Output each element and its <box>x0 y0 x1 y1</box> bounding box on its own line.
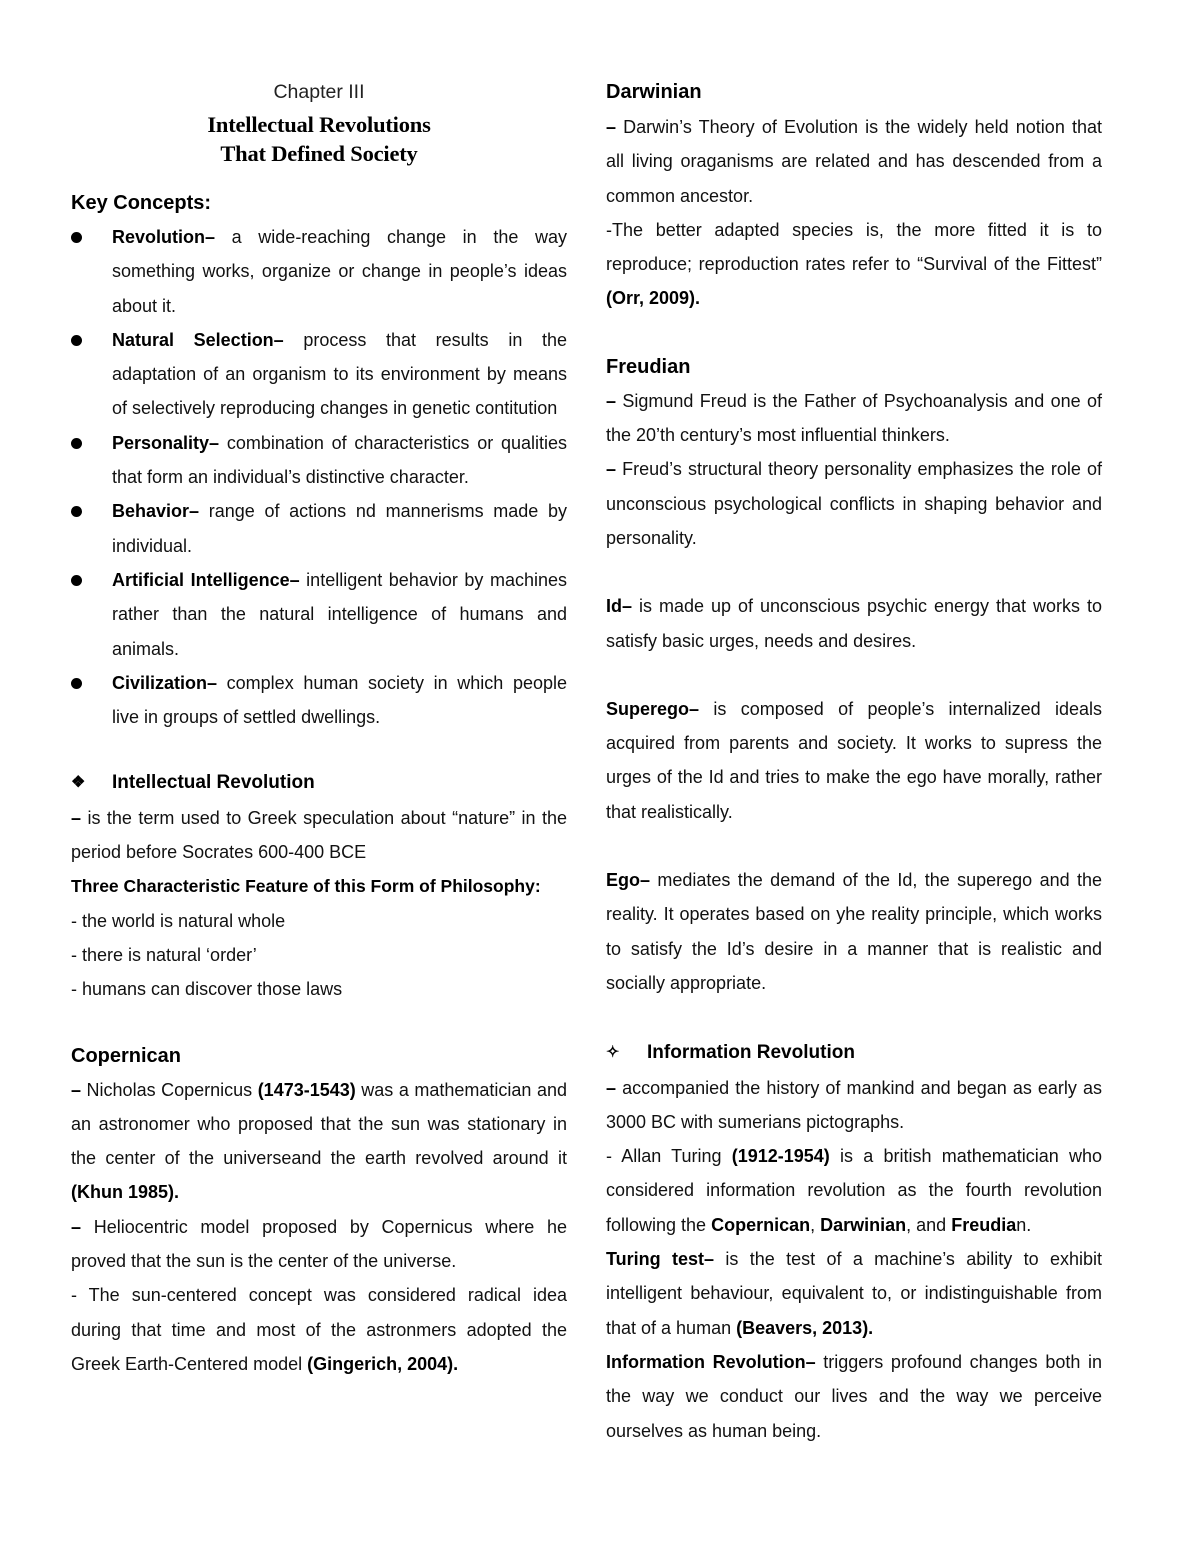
copernican-heading: Copernican <box>71 1044 182 1067</box>
text: , <box>810 1214 821 1235</box>
bullet-icon <box>71 335 82 346</box>
feature-item: - the world is natural whole <box>71 910 286 931</box>
information-revolution-heading <box>606 1036 1102 1070</box>
intellectual-revolution-heading <box>71 766 567 800</box>
features-heading: Three Characteristic Feature of this Form of Philosophy: <box>71 876 541 897</box>
text: Sigmund Freud is the Father of Psychoanalysis and one of the 20’th century’s most influential thinkers. <box>606 390 1102 446</box>
title-line-2: That Defined Society <box>220 141 418 166</box>
definition: complex human society in which people live in groups of settled dwellings. <box>112 672 567 728</box>
information-revolution-paragraph-1: – accompanied the history of mankind and began as early as 3000 BC with sumerians pictographs. <box>606 1077 1102 1132</box>
turing-test-definition <box>606 1242 1102 1345</box>
citation: (Khun 1985). <box>71 1182 180 1203</box>
right-column <box>606 78 1102 1448</box>
text: n. <box>1016 1214 1032 1235</box>
text: is composed of people’s internalized ideals acquired from parents and society. It works to supress the urges of the Id and tries to make the ego have morally, rather that realistically. <box>606 698 1102 822</box>
darwinian-heading: Darwinian <box>606 81 702 103</box>
definition: intelligent behavior by machines rather than the natural intelligence of humans and animals. <box>112 569 567 659</box>
freudian-heading: Freudian <box>606 355 691 378</box>
text: -The better adapted species is, the more fitted it is to reproduce; reproduction rates refer to “Survival of the Fittest” <box>606 219 1102 275</box>
darwinian-paragraph-2 <box>606 213 1102 316</box>
freudian-paragraph-2: – Freud’s structural theory personality emphasizes the role of unconscious psychological conflicts in shaping behavior and personality. <box>606 459 1102 548</box>
freudian-paragraph-1: – Sigmund Freud is the Father of Psychoanalysis and one of the 20’th century’s most influential thinkers. <box>606 390 1102 446</box>
text: accompanied the history of mankind and began as early as 3000 BC with sumerians pictographs. <box>606 1077 1102 1132</box>
bullet-icon <box>71 232 82 243</box>
diamond-bullet-icon: ✧ <box>606 1044 620 1062</box>
title-line-1: Intellectual Revolutions <box>207 112 431 137</box>
bullet-icon <box>71 506 82 517</box>
paragraph-text: is the term used to Greek speculation about “nature” in the period before Socrates 600-400 BCE <box>71 807 567 863</box>
term: Ego– <box>606 870 651 891</box>
definition: range of actions nd mannerisms made by individual. <box>112 501 567 556</box>
key-concepts-list <box>71 220 567 734</box>
term: Id– <box>606 596 633 617</box>
term: Behavior– <box>112 501 200 522</box>
text: mediates the demand of the Id, the superego and the reality. It operates based on yhe reality principle, which works to satisfy the Id’s desire in a manner that is realistic and socially appropriate. <box>606 870 1102 993</box>
term: Civilization– <box>112 672 218 693</box>
feature-item: - there is natural ‘order’ <box>71 944 257 965</box>
years: (1473-1543) <box>257 1079 356 1100</box>
feature-item: - humans can discover those laws <box>71 979 343 1000</box>
text: Freud’s structural theory personality emphasizes the role of unconscious psychological conflicts in shaping behavior and personality. <box>606 459 1102 548</box>
definition: a wide-reaching change in the way something works, organize or change in people’s ideas about it. <box>112 227 567 316</box>
text: Darwin’s Theory of Evolution is the widely held notion that all living oraganisms are related and has descended from a common ancestor. <box>606 117 1102 206</box>
chapter-label: Chapter III <box>273 81 365 103</box>
term: Artificial Intelligence– <box>112 569 300 590</box>
heading-text: Intellectual Revolution <box>112 772 315 794</box>
darwinian-paragraph-1: – Darwin’s Theory of Evolution is the widely held notion that all living oraganisms are related and has descended from a common ancestor. <box>606 117 1102 206</box>
list-item <box>71 666 567 735</box>
citation: (Orr, 2009). <box>606 288 701 309</box>
citation: (Beavers, 2013). <box>736 1317 874 1338</box>
term: Turing test– <box>606 1249 715 1270</box>
definition: combination of characteristics or qualities that form an individual’s distinctive character. <box>112 432 567 488</box>
bullet-icon <box>71 438 82 449</box>
text: - The sun-centered concept was considered radical idea during that time and most of the astronmers adopted the Greek Earth-Centered model <box>71 1285 567 1374</box>
text: , and <box>906 1214 952 1235</box>
text: is made up of unconscious psychic energy that works to satisfy basic urges, needs and desires. <box>606 596 1102 651</box>
copernican-paragraph-3 <box>71 1278 567 1381</box>
term: Natural Selection– <box>112 329 284 350</box>
text: was a mathematician and an astronomer who proposed that the sun was stationary in the center of the universeand the earth revolved around it <box>71 1079 567 1169</box>
bullet-icon <box>71 575 82 586</box>
bullet-icon <box>71 678 82 689</box>
term: Freudia <box>951 1214 1017 1235</box>
text: - Allan Turing <box>606 1146 732 1167</box>
years: (1912-1954) <box>731 1146 830 1167</box>
superego-definition <box>606 692 1102 829</box>
term: Personality– <box>112 432 220 453</box>
list-item <box>71 494 567 563</box>
text: triggers profound changes both in the way we conduct our lives and the way we perceive ourselves as human being. <box>606 1351 1102 1441</box>
definition: process that results in the adaptation of an organism to its environment by means of selectively reproducing changes in genetic contitution <box>112 329 567 419</box>
list-item <box>71 426 567 495</box>
copernican-paragraph-2: – Heliocentric model proposed by Copernicus where he proved that the sun is the center of the universe. <box>71 1216 567 1272</box>
list-item <box>71 563 567 666</box>
term: Superego– <box>606 698 700 719</box>
dash: – <box>71 807 82 828</box>
term: Copernican <box>711 1214 811 1235</box>
list-item <box>71 220 567 323</box>
text: Heliocentric model proposed by Copernicus where he proved that the sun is the center of the universe. <box>71 1216 567 1272</box>
information-revolution-paragraph-2 <box>606 1139 1102 1242</box>
term: Information Revolution– <box>606 1351 816 1372</box>
left-column <box>71 78 567 1381</box>
citation: (Gingerich, 2004). <box>307 1353 459 1374</box>
ego-definition <box>606 863 1102 1000</box>
list-item <box>71 323 567 426</box>
key-concepts-heading: Key Concepts: <box>71 192 212 214</box>
intellectual-revolution-text <box>71 801 567 870</box>
information-revolution-definition <box>606 1345 1102 1448</box>
diamond-bullet-icon: ❖ <box>71 774 86 792</box>
text: is the test of a machine’s ability to exhibit intelligent behaviour, equivalent to, or indistinguishable from that of a human <box>606 1249 1103 1338</box>
text: Nicholas Copernicus <box>81 1079 258 1100</box>
text: is a british mathematician who considered information revolution as the fourth revolution following the <box>606 1146 1102 1235</box>
heading-text: Information Revolution <box>647 1042 855 1064</box>
id-definition <box>606 589 1102 658</box>
term: Revolution– <box>112 227 216 247</box>
term: Darwinian <box>820 1214 907 1235</box>
copernican-paragraph-1: – Nicholas Copernicus (1473-1543) was a mathematician and an astronomer who proposed that the sun was stationary in the center of the universeand the earth revolved around it (Khun 1985). <box>71 1079 567 1203</box>
